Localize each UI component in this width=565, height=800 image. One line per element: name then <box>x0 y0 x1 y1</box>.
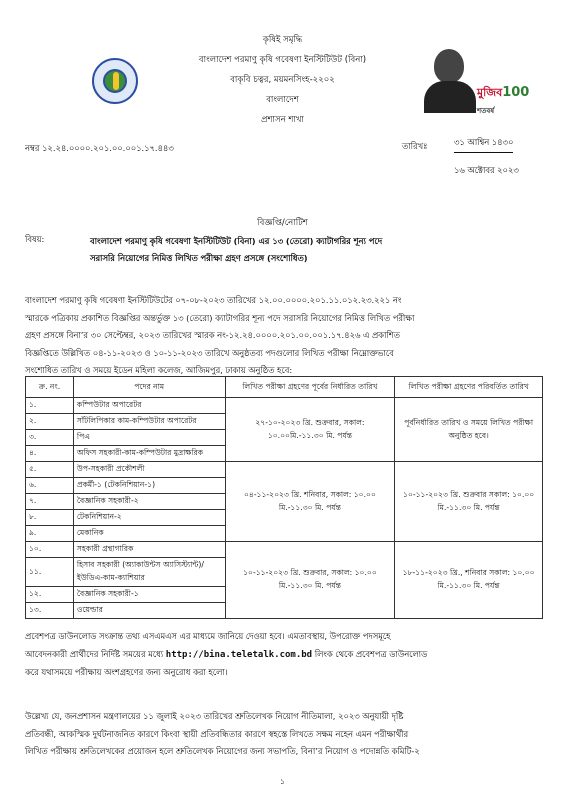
row-sl: ৯. <box>26 526 74 542</box>
body-line: সংশোধিত তারিখ ও সময়ে ইডেন মহিলা কলেজ, আজিমপুর, ঢাকায় অনুষ্ঠিত হবে: <box>25 365 293 375</box>
branch: প্রশাসন শাখা <box>261 115 304 125</box>
scribe-line: লিখিত পরীক্ষায় শ্রুতিলেখকের প্রয়োজন হলে শ্রুতিলেখক নিয়োগের জন্য সভাপতি, বিনা’র নিয়োগ ও পদোন্নতি কমিটি-২ <box>25 746 420 756</box>
row-post: হিসাব সহকারী (অ্যাকাউন্টস অ্যাসিস্ট্যান্ট)/ইউডিএ-কাম-ক্যাশিয়ার <box>73 558 225 587</box>
memo-number: নম্বর ১২.২৪.০০০০.২০১.০০.০০১.১৭.৪৪৩ <box>25 143 174 153</box>
subject-text <box>90 233 545 267</box>
row-post: বৈজ্ঞানিক সহকারী-১ <box>73 587 225 603</box>
group-2-new-date: ১০-১১-২০২৩ খ্রি. শুক্রবার সকাল: ১০.০০ মি.-১১.৩০ মি. পর্যন্ত <box>395 462 543 542</box>
row-sl: ৩. <box>26 430 74 446</box>
admit-line-2 <box>25 646 543 665</box>
group-3-old-date: ১০-১১-২০২৩ খ্রি. শুক্রবার, সকাল: ১০.০০ মি.-১১.৩০ মি. পর্যন্ত <box>225 542 395 619</box>
row-sl: ১০. <box>26 542 74 558</box>
row-sl: ৫. <box>26 462 74 478</box>
header-old-date: লিখিত পরীক্ষা গ্রহণের পূর্বের নির্ধারিত তারিখ <box>225 377 395 398</box>
row-sl: ৭. <box>26 494 74 510</box>
group-1-old-date: ২৭-১০-২০২৩ খ্রি. শুক্রবার, সকাল: ১০.০০মি.-১১.৩০ মি. পর্যন্ত <box>225 398 395 462</box>
body-line: স্মারকে পত্রিকায় প্রকাশিত বিজ্ঞপ্তির অন্তর্ভুক্ত ১৩ (তেরো) ক্যাটাগরির শূন্য পদে সরাসরি নিয়োগের নিমিত্ত লিখিত পরীক্ষা <box>25 312 415 323</box>
row-sl: ৪. <box>26 446 74 462</box>
country: বাংলাদেশ <box>266 95 299 105</box>
row-post: বৈজ্ঞানিক সহকারী-২ <box>73 494 225 510</box>
notice-title: বিজ্ঞপ্তি/নোটিশ <box>257 218 308 228</box>
mujib-text: মুজিব <box>477 86 503 99</box>
scribe-line: প্রতিবন্ধী, আকস্মিক দুর্ঘটনাজনিত কারণে কিংবা স্থায়ী প্রতিবন্ধিতার কারণে স্বহস্তে লিখতে সক্ষম নহেন এমন পরীক্ষার্থীর <box>25 728 409 739</box>
subject-label: বিষয়: <box>25 234 45 244</box>
body-line: বাংলাদেশ পরমাণু কৃষি গবেষণা ইনস্টিটিউটের ০৭-০৮-২০২৩ তারিখের ১২.০০.০০০০.২০১.১১.০১২.২৩.২২১ নং <box>25 295 402 305</box>
mujib-sub: শতবর্ষ <box>477 107 495 115</box>
date-label: তারিখঃ <box>402 141 428 151</box>
row-sl: ১. <box>26 398 74 414</box>
date-english: ১৬ অক্টোবর ২০২৩ <box>454 165 519 175</box>
table-row <box>26 462 543 478</box>
scribe-paragraph <box>25 708 543 761</box>
row-sl: ১২. <box>26 587 74 603</box>
group-3-new-date: ১৮-১১-২০২৩ খ্রি., শনিবার সকাল: ১০.০০ মি.-১১.৩০ মি. পর্যন্ত <box>395 542 543 619</box>
address: বাকৃবি চত্বর, ময়মনসিংহ-২২০২ <box>230 75 335 85</box>
header-post: পদের নাম <box>73 377 225 398</box>
page-number: ১ <box>279 777 286 786</box>
row-post: কম্পিউটার অপারেটর <box>73 398 225 414</box>
admit-line-1: প্রবেশপত্র ডাউনলোড সংক্রান্ত তথ্য এসএমএস এর মাধ্যমে জানিয়ে দেওয়া হবে। এমতাবস্থায়, উপরোক্ত পদসমূহে <box>25 631 391 641</box>
row-sl: ১৩. <box>26 603 74 619</box>
header-new-date: লিখিত পরীক্ষা গ্রহণের পরিবর্তিত তারিখ <box>395 377 543 398</box>
row-post: প্রকর্মী-১ (টেকনিশিয়ান-১) <box>73 478 225 494</box>
table-row <box>26 398 543 414</box>
exam-schedule-table <box>25 376 543 619</box>
body-paragraph <box>25 292 543 380</box>
subject-line-2: সরাসরি নিয়োগের নিমিত্ত লিখিত পরীক্ষা গ্রহণ প্রসঙ্গে (সংশোধিত) <box>90 253 308 263</box>
row-post: পিএ <box>73 430 225 446</box>
row-post: সাঁটলিপিকার কাম-কম্পিউটার অপারেটর <box>73 414 225 430</box>
row-sl: ২. <box>26 414 74 430</box>
table-row <box>26 542 543 558</box>
row-sl: ১১. <box>26 558 74 587</box>
row-post: ওয়েল্ডার <box>73 603 225 619</box>
row-post: মেকানিক <box>73 526 225 542</box>
table-header-row <box>26 377 543 398</box>
scribe-line: উল্লেখ্য যে, জনপ্রশাসন মন্ত্রণালয়ের ১১ জুলাই ২০২৩ তারিখের শ্রুতিলেখক নিয়োগ নীতিমালা, ২০২৩ অনুযায়ী দৃষ্টি <box>25 711 404 721</box>
body-line: বিজ্ঞপ্তিতে উল্লিখিত ০৪-১১-২০২৩ ও ১০-১১-২০২৩ তারিখে অনুষ্ঠতব্য পদগুলোর লিখিত পরীক্ষা নিম্নোক্তভাবে <box>25 347 394 358</box>
row-sl: ৬. <box>26 478 74 494</box>
download-link[interactable]: http://bina.teletalk.com.bd <box>165 649 313 660</box>
mujib-year: 100 <box>502 85 530 100</box>
body-line: গ্রহণ প্রসঙ্গে বিনা’র ৩০ সেপ্টেম্বর, ২০২৩ তারিখের স্মারক নং-১২.২৪.০০০০.২০১.০০.০০১.১৭.৪২৬ এ প্রকাশিত <box>25 330 400 340</box>
row-sl: ৮. <box>26 510 74 526</box>
admit-line-2-before: আবেদনকারী প্রার্থীদের নির্দিষ্ট সময়ের মধ্যে <box>25 648 166 659</box>
header-sl: ক্র. নং. <box>26 377 74 398</box>
row-post: অফিস সহকারী-কাম-কম্পিউটার মুদ্রাক্ষরিক <box>73 446 225 462</box>
date-bangla: ৩১ আশ্বিন ১৪৩০ <box>454 136 513 153</box>
row-post: উপ-সহকারী প্রকৌশলী <box>73 462 225 478</box>
subject-line-1: বাংলাদেশ পরমাণু কৃষি গবেষণা ইনস্টিটিউট (বিনা) এর ১৩ (তেরো) ক্যাটাগরির শূন্য পদে <box>90 236 383 246</box>
letterhead <box>0 30 565 130</box>
group-1-new-date: পূর্বনির্ধারিত তারিখ ও সময়ে লিখিত পরীক্ষা অনুষ্ঠিত হবে। <box>395 398 543 462</box>
row-post: টেকনিশিয়ান-২ <box>73 510 225 526</box>
admit-line-2-after: লিংক থেকে প্রবেশপত্র ডাউনলোড <box>312 648 428 659</box>
org-name: বাংলাদেশ পরমাণু কৃষি গবেষণা ইনস্টিটিউট (বিনা) <box>198 55 367 65</box>
row-post: সহকারী গ্রন্থাগারিক <box>73 542 225 558</box>
admit-line-3: করে যথাসময়ে পরীক্ষায় অংশগ্রহণের জন্য অনুরোধ করা হলো। <box>25 667 228 677</box>
motto: কৃষিই সমৃদ্ধি <box>262 35 303 45</box>
group-2-old-date: ০৪-১১-২০২৩ খ্রি. শনিবার, সকাল: ১০.০০ মি.-১১.৩০ মি. পর্যন্ত <box>225 462 395 542</box>
admit-paragraph <box>25 628 543 682</box>
